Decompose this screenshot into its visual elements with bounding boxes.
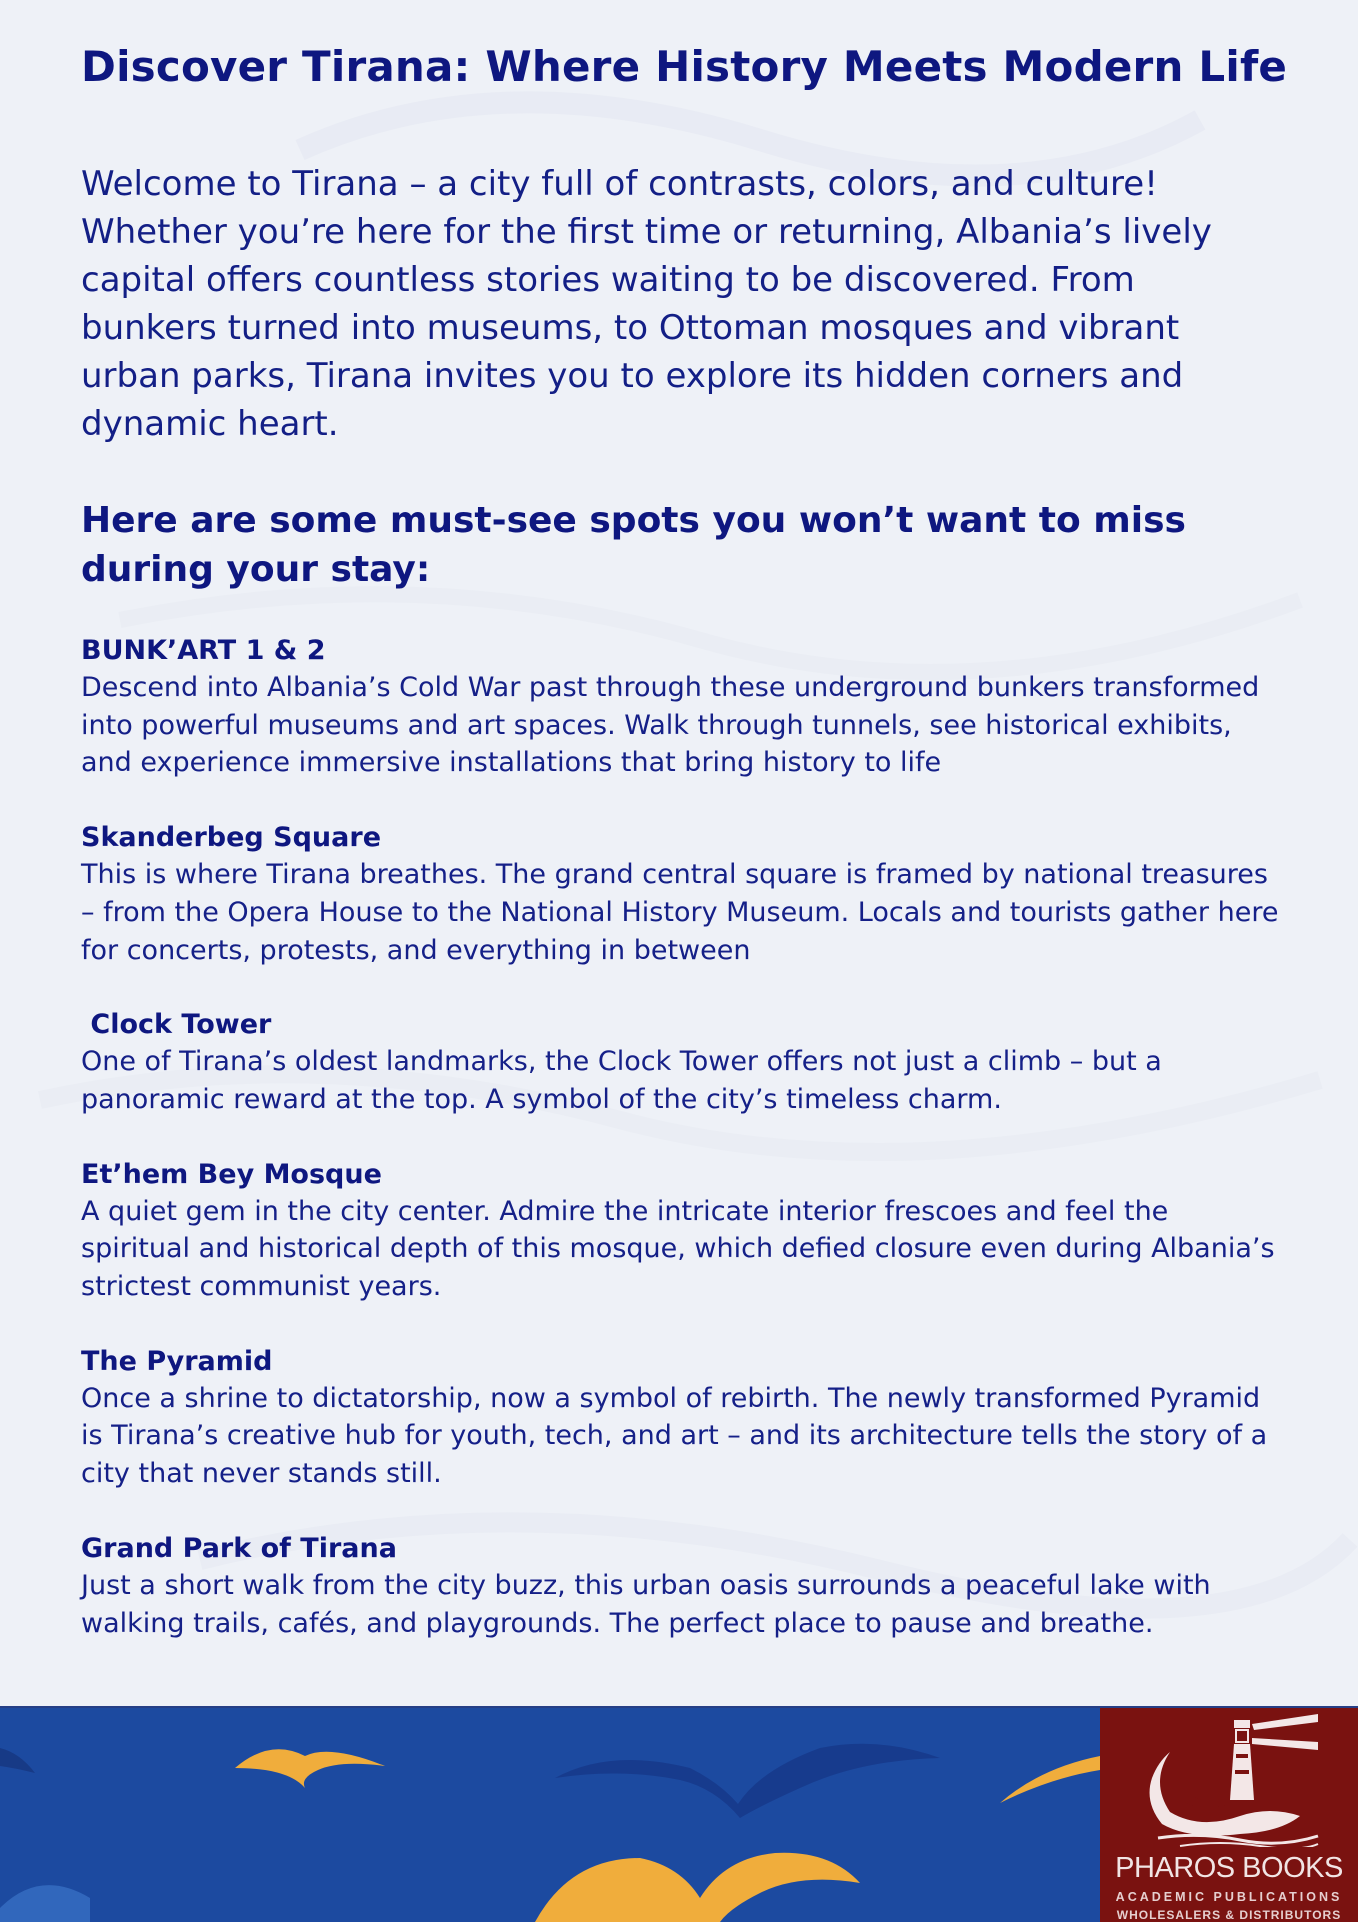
spot-description: One of Tirana’s oldest landmarks, the Clock Tower offers not just a climb – but a panoramic reward at the top. A symbol of the city’s timeless charm. bbox=[81, 1046, 1162, 1115]
seagulls-illustration bbox=[0, 1708, 1100, 1922]
spot-pyramid bbox=[81, 1343, 1281, 1493]
spot-skanderbeg-square bbox=[81, 819, 1281, 969]
spot-name: Grand Park of Tirana bbox=[81, 1532, 397, 1564]
spot-name: Clock Tower bbox=[81, 1009, 272, 1041]
lighthouse-icon bbox=[1140, 1712, 1320, 1847]
footer-banner bbox=[0, 1706, 1358, 1922]
intro-paragraph: Welcome to Tirana – a city full of contrasts, colors, and culture! Whether you’re here for the first time or returning, Albania’s lively capital offers countless stories waiting to be discovered. From bunkers turned into museums, to Ottoman mosques and vibrant urban parks, Tirana invites you to explore its hidden corners and dynamic heart. bbox=[81, 164, 1212, 444]
spot-description: Descend into Albania’s Cold War past through these underground bunkers transformed into powerful museums and art spaces. Walk through tunnels, see historical exhibits, and experience immersive installations that bring history to life bbox=[81, 672, 1260, 779]
page-title: Discover Tirana: Where History Meets Modern Life bbox=[81, 42, 1288, 91]
spot-description: A quiet gem in the city center. Admire the intricate interior frescoes and feel the spiritual and historical depth of this mosque, which defied closure even during Albania’s strictest communist years. bbox=[81, 1195, 1275, 1303]
spots-list bbox=[81, 632, 1281, 1679]
dark-bird-large bbox=[555, 1744, 940, 1818]
spot-name: Skanderbeg Square bbox=[81, 822, 382, 854]
must-see-heading: Here are some must-see spots you won’t want to miss during your stay: bbox=[81, 500, 1186, 590]
gold-bird-large bbox=[535, 1853, 860, 1922]
spot-bunkart bbox=[81, 632, 1281, 782]
spot-description: This is where Tirana breathes. The grand central square is framed by national treasures – from the Opera House to the National History Museum. Locals and tourists gather here for concerts, protests, and everything in between bbox=[81, 859, 1279, 966]
spot-description: Once a shrine to dictatorship, now a symbol of rebirth. The newly transformed Pyramid is Tirana’s creative hub for youth, tech, and art – and its architecture tells the story of a city that never stands still. bbox=[81, 1382, 1268, 1490]
spot-ethem-bey-mosque bbox=[81, 1156, 1281, 1306]
gold-bird-small bbox=[235, 1749, 385, 1788]
spot-name: BUNK’ART 1 & 2 bbox=[81, 635, 326, 666]
publisher-logo-panel bbox=[1100, 1708, 1358, 1922]
publisher-tagline-secondary: WHOLESALERS & DISTRIBUTORS bbox=[1116, 1908, 1342, 1922]
spot-description: Just a short walk from the city buzz, this urban oasis surrounds a peaceful lake with walking trails, cafés, and playgrounds. The perfect place to pause and breathe. bbox=[81, 1569, 1211, 1639]
spot-name: The Pyramid bbox=[81, 1345, 273, 1377]
publisher-name: PHAROS BOOKS bbox=[1115, 1852, 1343, 1884]
gold-bird-right bbox=[1000, 1756, 1100, 1803]
spot-grand-park bbox=[81, 1530, 1281, 1642]
spot-clock-tower bbox=[81, 1006, 1281, 1118]
spot-name: Et’hem Bey Mosque bbox=[81, 1158, 382, 1190]
publisher-tagline: ACADEMIC PUBLICATIONS bbox=[1115, 1890, 1343, 1904]
